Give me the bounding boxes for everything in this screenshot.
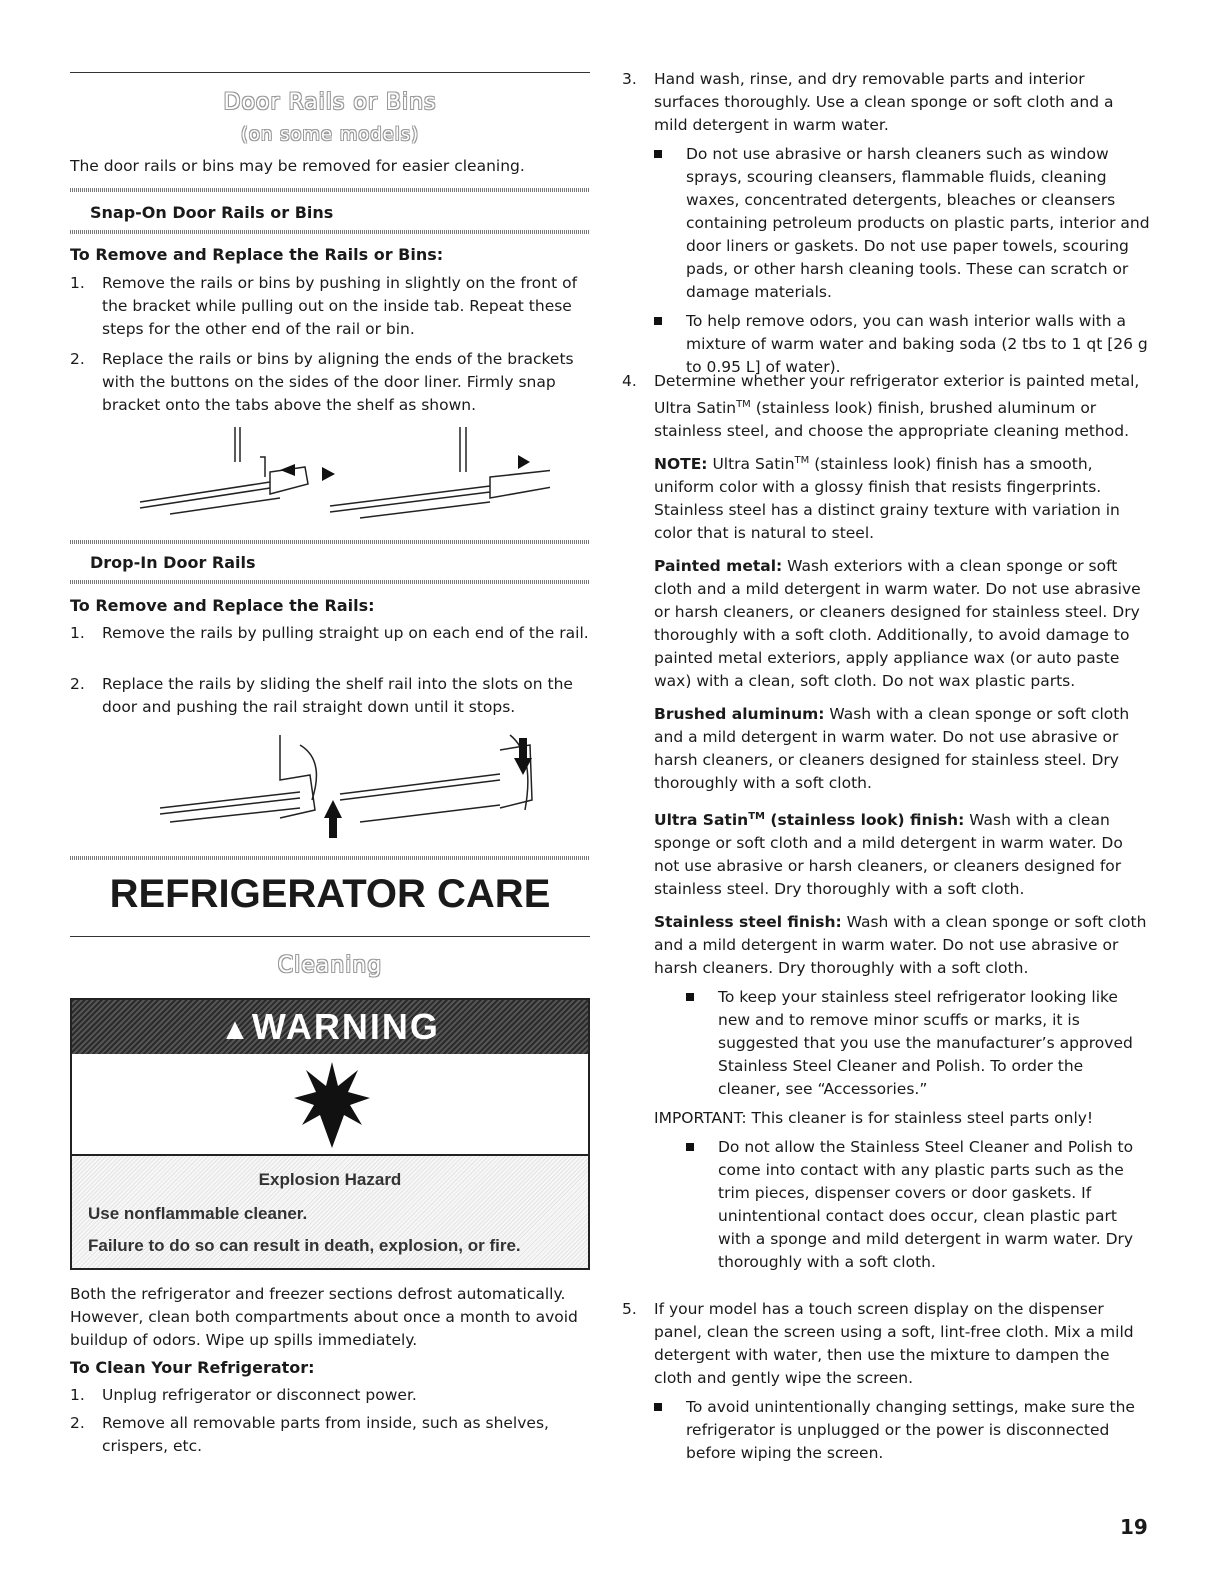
step-5-bullet-1: To avoid unintentionally changing settings, make sure the refrigerator is unplugged or the power is disconnected before wiping the screen. — [686, 1398, 1135, 1462]
care-rule — [70, 936, 590, 937]
list-item — [654, 143, 1150, 304]
hazard-line-1: Use nonflammable cleaner. — [88, 1204, 308, 1223]
snap-on-illustration — [130, 422, 550, 522]
step-number: 1. — [70, 274, 85, 292]
drop-step-2: Replace the rails by sliding the shelf rail into the slots on the door and pushing the rail straight down until it stops. — [102, 675, 573, 716]
bullet-icon — [686, 1143, 694, 1151]
clean-step-2: Remove all removable parts from inside, such as shelves, crispers, etc. — [102, 1414, 549, 1455]
cleaning-title: Cleaning — [277, 953, 383, 978]
bullet-icon — [654, 317, 662, 325]
list-item — [622, 68, 1150, 379]
step-number: 2. — [70, 350, 85, 368]
bullet-icon — [654, 150, 662, 158]
step-5-text: If your model has a touch screen display on the dispenser panel, clean the screen using a soft, lint-free cloth. Mix a mild detergent with water, then use the mixture to dampen the cloth and gently wipe the screen. — [654, 1300, 1134, 1387]
step-3-bullet-2: To help remove odors, you can wash interior walls with a mixture of warm water and baking soda (2 tbs to 1 qt [26 g to 0.95 L] of water). — [686, 312, 1148, 376]
divider — [70, 188, 590, 192]
divider — [70, 540, 590, 544]
clean-step-1: Unplug refrigerator or disconnect power. — [102, 1386, 417, 1404]
step-number: 5. — [622, 1300, 637, 1318]
list-item — [70, 1384, 590, 1407]
step-4-text: Determine whether your refrigerator exterior is painted metal, Ultra Satin™ (stainless look) finish, brushed aluminum or stainless steel, and choose the appropriate cleaning method. — [654, 372, 1140, 441]
defrost-paragraph: Both the refrigerator and freezer sections defrost automatically. However, clean both compartments about once a month to avoid buildup of odors. Wipe up spills immediately. — [70, 1285, 578, 1349]
bullet-icon — [654, 1403, 662, 1411]
divider — [70, 580, 590, 584]
ultra-satin-paragraph: Ultra Satin™ (stainless look) finish: Wash with a clean sponge or soft cloth and a mild detergent in warm water. Do not use abrasive or harsh cleaners, or cleaners designed for stainless steel. Dry thoroughly with a soft cloth. — [654, 811, 1123, 899]
note-paragraph: NOTE: Ultra Satin™ (stainless look) finish has a smooth, uniform color with a glossy finish that resists fingerprints. Stainless steel has a distinct grainy texture with variation in color that is natural to steel. — [654, 455, 1120, 543]
drop-in-subheading: To Remove and Replace the Rails: — [70, 596, 375, 615]
divider — [70, 856, 590, 860]
snap-step-2: Replace the rails or bins by aligning the ends of the brackets with the buttons on the sides of the door liner. Firmly snap bracket onto the tabs above the shelf as shown. — [102, 350, 574, 414]
list-item — [70, 272, 590, 341]
hazard-line-2: Failure to do so can result in death, explosion, or fire. — [88, 1236, 521, 1255]
step-3-text: Hand wash, rinse, and dry removable parts and interior surfaces thoroughly. Use a clean sponge or soft cloth and a mild detergent in warm water. — [654, 70, 1114, 134]
list-item — [622, 370, 1150, 1274]
explosion-icon-area — [72, 1054, 588, 1156]
divider — [70, 230, 590, 234]
list-item — [654, 310, 1150, 379]
list-item — [654, 1396, 1150, 1465]
list-item — [70, 1412, 590, 1458]
step-number: 4. — [622, 372, 637, 390]
step-number: 1. — [70, 1386, 85, 1404]
hazard-title: Explosion Hazard — [258, 1170, 402, 1189]
important-paragraph: IMPORTANT: This cleaner is for stainless steel parts only! — [654, 1109, 1094, 1128]
list-item — [70, 673, 590, 719]
warning-body — [72, 1156, 588, 1268]
list-item — [686, 986, 1150, 1101]
drop-step-1: Remove the rails by pulling straight up on each end of the rail. — [102, 624, 589, 642]
intro-text: The door rails or bins may be removed for easier cleaning. — [70, 157, 525, 175]
step-number: 2. — [70, 1414, 85, 1432]
explosion-icon — [292, 1060, 372, 1150]
list-item — [70, 622, 590, 645]
page-number: 19 — [1120, 1515, 1148, 1539]
care-title: REFRIGERATOR CARE — [109, 872, 551, 916]
step-3-bullet-1: Do not use abrasive or harsh cleaners such as window sprays, scouring cleansers, flammable fluids, cleaning waxes, concentrated detergents, bleaches or cleansers containing petroleum products on plastic parts, interior and door liners or gaskets. Do not use paper towels, scouring pads, or other harsh cleaning tools. These can scratch or damage materials. — [686, 145, 1150, 301]
list-item — [622, 1298, 1150, 1465]
top-rule — [70, 72, 590, 73]
drop-in-illustration — [150, 730, 550, 850]
stainless-bullet-1: To keep your stainless steel refrigerator looking like new and to remove minor scuffs or marks, it is suggested that you use the manufacturer’s approved Stainless Steel Cleaner and Polish. To order the cleaner, see “Accessories.” — [718, 988, 1133, 1099]
list-item — [686, 1136, 1150, 1274]
warning-header — [72, 1000, 588, 1054]
warning-box — [70, 998, 590, 1270]
section-subtitle-models: (on some models) — [240, 124, 420, 145]
step-number: 2. — [70, 675, 85, 693]
warning-label: WARNING — [251, 1006, 440, 1047]
snap-step-1: Remove the rails or bins by pushing in slightly on the front of the bracket while pulling out on the inside tab. Repeat these steps for the other end of the rail or bin. — [102, 274, 578, 338]
painted-metal-paragraph: Painted metal: Wash exteriors with a clean sponge or soft cloth and a mild detergent in warm water. Do not use abrasive or harsh cleaners, or cleaners designed for stainless steel. Dry thoroughly with a soft cloth. Additionally, to avoid damage to painted metal exteriors, apply appliance wax (or auto paste wax) with a clean, soft cloth. Do not wax plastic parts. — [654, 557, 1141, 691]
stainless-paragraph: Stainless steel finish: Wash with a clean sponge or soft cloth and a mild detergent in warm water. Do not use abrasive or harsh cleaners. Dry thoroughly with a soft cloth. — [654, 913, 1147, 978]
bullet-icon — [686, 993, 694, 1001]
brushed-aluminum-paragraph: Brushed aluminum: Wash with a clean sponge or soft cloth and a mild detergent in warm water. Do not use abrasive or harsh cleaners, or cleaners designed for stainless steel. Dry thoroughly with a soft cloth. — [654, 705, 1130, 793]
step-number: 3. — [622, 70, 637, 88]
snap-on-heading: Snap-On Door Rails or Bins — [90, 203, 334, 222]
warning-triangle-icon: ▲ — [220, 1013, 252, 1046]
stainless-bullet-2: Do not allow the Stainless Steel Cleaner and Polish to come into contact with any plastic parts such as the trim pieces, dispenser covers or door gaskets. If unintentional contact does occur, clean plastic part with a sponge and mild detergent in warm water. Dry thoroughly with a soft cloth. — [718, 1138, 1134, 1272]
drop-in-heading: Drop-In Door Rails — [90, 553, 256, 572]
list-item — [70, 348, 590, 417]
snap-on-subheading: To Remove and Replace the Rails or Bins: — [70, 245, 444, 264]
step-number: 1. — [70, 624, 85, 642]
section-title-door-rails: Door Rails or Bins — [223, 90, 437, 115]
clean-heading: To Clean Your Refrigerator: — [70, 1358, 315, 1377]
